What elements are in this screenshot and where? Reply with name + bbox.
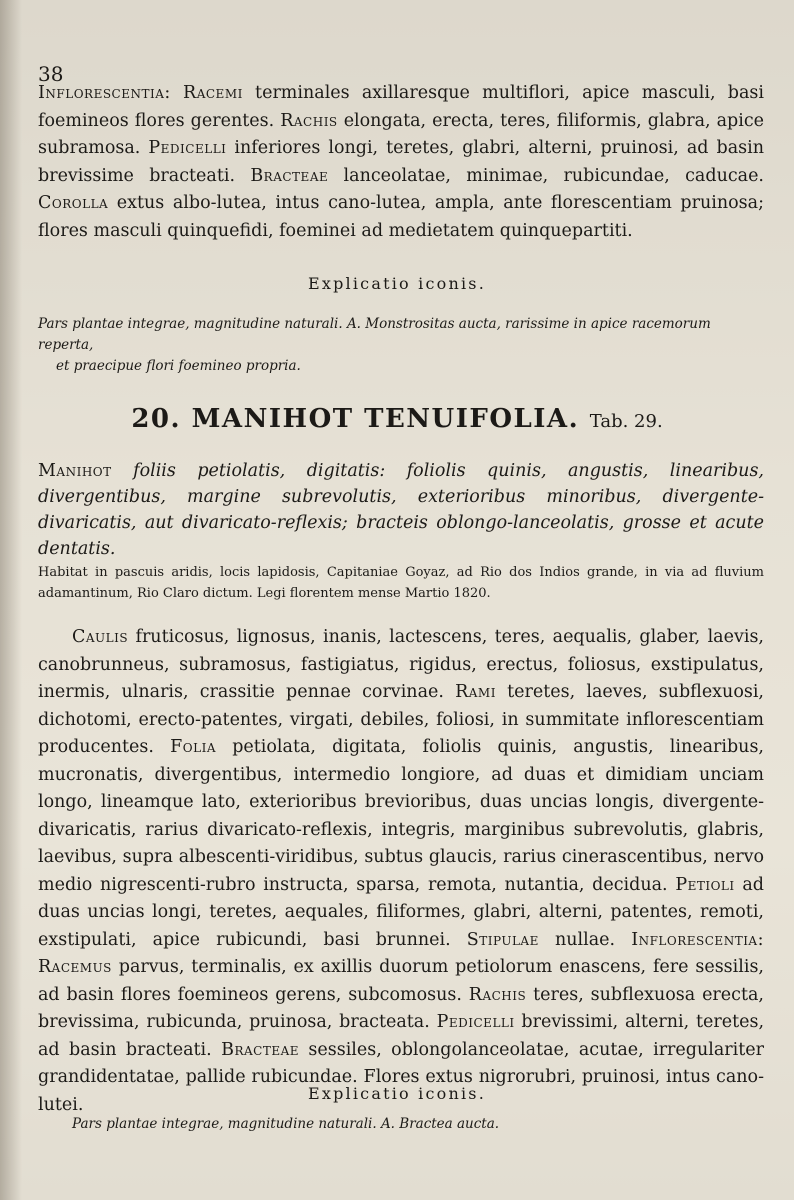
racemus-heading: Racemus: [38, 957, 112, 977]
plate-reference: Tab. 29.: [589, 411, 663, 432]
explicatio-heading-2: Explicatio iconis.: [308, 1084, 486, 1103]
explicatio-text-1: [38, 314, 764, 377]
folia-text: petiolata, digitata, foliolis quinis, angustis, linearibus, mucronatis, divergentibus, intermedio longiore, ad duas et dimidiam unciam longo, lineamque lato, exterioribus brevioribus, duas uncias longis, divergente-divaricatis, rarius divaricato-reflexis, integris, marginibus subrevolutis, glabris, laevibus, supra albescenti-viridibus, subtus glaucis, rarius cinerascentibus, nervo medio nigrescenti-rubro instructa, sparsa, remota, nutantia, decidua.: [38, 737, 764, 895]
diagnosis: [38, 458, 764, 562]
page-number: 38: [38, 62, 64, 86]
corolla-text: extus albo-lutea, intus cano-lutea, ampla, ante florescentiam pruinosa; flores masculi quinquefidi, foeminei ad medietatem quinquepartiti.: [38, 193, 764, 241]
pedicelli-heading: Pedicelli: [148, 138, 227, 158]
rami-heading: Rami: [455, 682, 496, 702]
rachis-heading-2: Rachis: [468, 984, 527, 1005]
species-title: [0, 404, 794, 434]
pedicelli-text-2: brevissimi, alterni, teretes, ad basin bracteati.: [38, 1012, 765, 1060]
rachis-text: elongata, erecta, teres, filiformis, glabra, apice subramosa.: [38, 110, 764, 158]
petioli-heading: Petioli: [675, 874, 735, 895]
petioli-text: ad duas uncias longi, teretes, aequales, filiformes, glabri, alterni, patentes, remoti, exstipulati, apice rubicundi, basi brunnei.: [38, 874, 764, 950]
explicatio-1-line-1: Pars plantae integrae, magnitudine naturali. A. Monstrositas aucta, rarissime in apice racemorum reperta,: [38, 316, 711, 353]
caulis-heading: Caulis: [72, 627, 129, 647]
explicatio-1-line-2: et praecipue flori foemineo propria.: [56, 358, 301, 374]
folia-heading: Folia: [170, 737, 216, 757]
species-name: MANIHOT TENUIFOLIA.: [191, 404, 580, 434]
explicatio-heading-1: Explicatio iconis.: [308, 274, 486, 293]
diagnosis-genus: Manihot: [38, 461, 112, 481]
racemi-text: terminales axillaresque multiflori, apice masculi, basi foemineos flores gerentes.: [38, 83, 764, 131]
bracteae-heading-2: Bracteae: [221, 1039, 300, 1060]
page-edge-shadow: [0, 0, 22, 1200]
racemus-text: parvus, terminalis, ex axillis duorum petiolorum enascens, fere sessilis, ad basin flores foemineos gerens, subcomosus.: [38, 957, 764, 1005]
rami-text: teretes, laeves, subflexuosi, dichotomi, erecto-patentes, virgati, debiles, foliosi, in summitate inflorescentiam producentes.: [38, 682, 764, 757]
inflorescentia-heading-2: Inflorescentia:: [631, 929, 764, 950]
description-paragraph: [38, 624, 764, 1119]
pedicelli-heading-2: Pedicelli: [436, 1012, 515, 1032]
caulis-text: fruticosus, lignosus, inanis, lactescens, teres, aequalis, glaber, laevis, canobrunneus, subramosus, fastigiatus, rigidus, erectus, foliosus, exstipulatus, inermis, ulnaris, crassitie pennae corvinae.: [38, 627, 764, 702]
diagnosis-text: foliis petiolatis, digitatis: foliolis quinis, angustis, linearibus, divergentibus, margine subrevolutis, exterioribus minoribus, divergente-divaricatis, aut divaricato-reflexis; bracteis oblongo-lanceolatis, grosse et acute dentatis.: [38, 461, 764, 559]
stipulae-text: nullae.: [538, 929, 632, 950]
inflorescentia-heading: Inflorescentia:: [38, 83, 171, 103]
rachis-text-2: teres, subflexuosa erecta, brevissima, rubicunda, pruinosa, bracteata.: [38, 984, 764, 1032]
bracteae-heading: Bracteae: [250, 165, 329, 186]
explicatio-text-2: Pars plantae integrae, magnitudine naturali. A. Bractea aucta.: [72, 1116, 500, 1132]
inflorescence-paragraph: [38, 80, 764, 245]
bracteae-text-2: sessiles, oblongolanceolatae, acutae, irregulariter grandidentatae, pallide rubicundae. Flores extus nigrorubri, pruinosi, intus cano-lutei.: [38, 1039, 765, 1115]
rachis-heading: Rachis: [280, 110, 338, 131]
racemi-heading: Racemi: [183, 83, 243, 103]
bracteae-text: lanceolatae, minimae, rubicundae, caducae.: [328, 165, 764, 186]
stipulae-heading: Stipulae: [466, 929, 539, 950]
species-number: 20.: [131, 404, 182, 434]
habitat-note: Habitat in pascuis aridis, locis lapidosis, Capitaniae Goyaz, ad Rio dos Indios grande, in via ad fluvium adamantinum, Rio Claro dictum. Legi florentem mense Martio 1820.: [38, 565, 764, 601]
corolla-heading: Corolla: [38, 193, 109, 213]
pedicelli-text: inferiores longi, teretes, glabri, alterni, pruinosi, ad basin brevissime bracteati.: [38, 138, 764, 186]
